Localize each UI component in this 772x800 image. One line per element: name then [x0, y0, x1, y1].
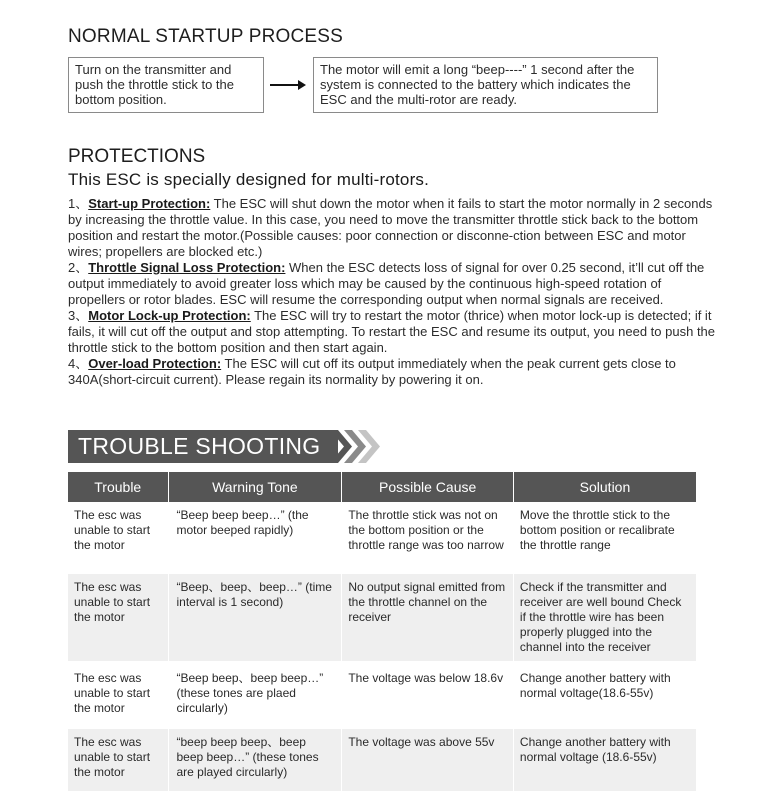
cell-tone: “Beep beep beep…” (the motor beeped rapidly): [168, 502, 342, 570]
protection-name: Throttle Signal Loss Protection:: [88, 260, 286, 275]
table-header-row: [68, 472, 696, 502]
cell-tone: “beep beep beep、beep beep beep…” (these tones are played circularly): [168, 729, 342, 791]
cell-solution: Move the throttle stick to the bottom position or recalibrate the throttle range: [513, 502, 696, 570]
protection-text: The ESC will try to restart the motor (thrice) when motor lock-up is detected; if it fails, it will cut off the output and stop attempting. To restart the ESC and resume its output, you need to push the throttle stick to the bottom position and then start again.: [68, 308, 716, 355]
cell-tone: “Beep beep、beep beep…” (these tones are plaed circularly): [168, 665, 342, 725]
cell-cause: The voltage was below 18.6v: [342, 665, 514, 725]
table-row: [68, 665, 696, 725]
cell-solution: Change another battery with normal voltage(18.6-55v): [513, 665, 696, 725]
chevron-right-icon: [330, 430, 380, 463]
item-number: 3、: [68, 308, 89, 323]
protections-subtitle: This ESC is specially designed for multi-rotors.: [68, 170, 430, 189]
table-row: [68, 729, 696, 791]
item-number: 2、: [68, 260, 89, 275]
header-warning-tone: Warning Tone: [168, 472, 342, 502]
protection-item: [68, 196, 718, 260]
protection-text: When the ESC detects loss of signal for over 0.25 second, it’ll cut off the output immediately to avoid greater loss which may be caused by the continuous high-speed rotation of propellers or rotor blades. ESC will resume the corresponding output when normal signals are received.: [68, 260, 705, 307]
header-solution: Solution: [513, 472, 696, 502]
cell-cause: The throttle stick was not on the bottom position or the throttle range was too narrow: [342, 502, 514, 570]
protections-heading: PROTECTIONS: [68, 146, 206, 167]
item-number: 4、: [68, 356, 89, 371]
cell-trouble: The esc was unable to start the motor: [68, 729, 168, 791]
cell-cause: No output signal emitted from the throttle channel on the receiver: [342, 574, 514, 661]
startup-step-2-text: The motor will emit a long “beep----” 1 second after the system is connected to the battery which indicates the ESC and the multi-rotor are ready.: [320, 62, 635, 107]
header-trouble: Trouble: [68, 472, 168, 502]
header-possible-cause: Possible Cause: [342, 472, 514, 502]
item-number: 1、: [68, 196, 89, 211]
protection-item: [68, 260, 718, 308]
protection-name: Over-load Protection:: [88, 356, 222, 371]
cell-trouble: The esc was unable to start the motor: [68, 665, 168, 725]
table-row: [68, 502, 696, 570]
startup-heading: NORMAL STARTUP PROCESS: [68, 26, 344, 47]
cell-trouble: The esc was unable to start the motor: [68, 574, 168, 661]
cell-tone: “Beep、beep、beep…” (time interval is 1 second): [168, 574, 342, 661]
cell-cause: The voltage was above 55v: [342, 729, 514, 791]
startup-step-2-box: [313, 57, 658, 113]
cell-trouble: The esc was unable to start the motor: [68, 502, 168, 570]
startup-step-1-text: Turn on the transmitter and push the throttle stick to the bottom position.: [75, 62, 234, 107]
protection-item: [68, 356, 718, 388]
cell-solution: Check if the transmitter and receiver are well bound Check if the throttle wire has been properly plugged into the channel into the receiver: [513, 574, 696, 661]
troubleshooting-banner: TROUBLE SHOOTING: [68, 430, 338, 463]
protection-name: Motor Lock-up Protection:: [88, 308, 251, 323]
right-arrow-icon: [270, 79, 306, 91]
cell-solution: Change another battery with normal voltage (18.6-55v): [513, 729, 696, 791]
troubleshooting-table: [68, 472, 696, 791]
protection-name: Start-up Protection:: [88, 196, 211, 211]
protections-list: [68, 196, 718, 388]
protection-item: [68, 308, 718, 356]
protection-text: The ESC will shut down the motor when it fails to start the motor normally in 2 seconds by increasing the throttle value. In this case, you need to move the transmitter throttle stick back to the bottom position and restart the motor.(Possible causes: poor connection or disconne-ction between ESC and motor wires; propellers are blocked etc.): [68, 196, 713, 259]
startup-step-1-box: [68, 57, 264, 113]
table-row: [68, 574, 696, 661]
protection-text: The ESC will cut off its output immediately when the peak current gets close to 340A(short-circuit current). Please regain its normality by powering it on.: [68, 356, 676, 387]
